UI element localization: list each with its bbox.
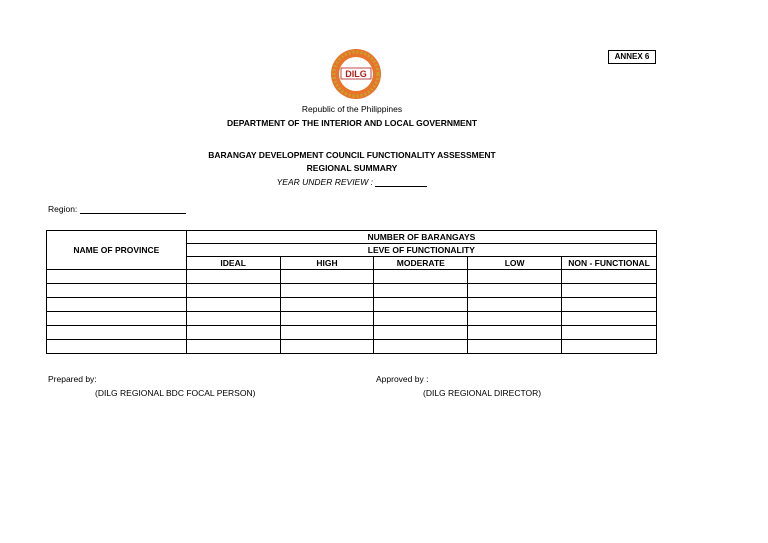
- table-cell: [374, 270, 468, 284]
- region-field-line: [80, 213, 186, 214]
- table-cell: [374, 284, 468, 298]
- logo-text: DILG: [345, 69, 367, 79]
- table-cell: [47, 298, 187, 312]
- table-cell: [562, 340, 657, 354]
- republic-text: Republic of the Philippines: [301, 104, 403, 114]
- table-cell: [280, 326, 374, 340]
- department-title: DEPARTMENT OF THE INTERIOR AND LOCAL GOVERNMENT: [226, 118, 478, 128]
- col-low: LOW: [468, 257, 562, 270]
- form-title: BARANGAY DEVELOPMENT COUNCIL FUNCTIONALITY ASSESSMENT: [208, 150, 496, 160]
- table-cell: [47, 340, 187, 354]
- table-row: [47, 298, 657, 312]
- year-field-line: [375, 186, 427, 187]
- table-cell: [468, 312, 562, 326]
- table-cell: [47, 284, 187, 298]
- table-cell: [47, 326, 187, 340]
- table-cell: [468, 326, 562, 340]
- table-cell: [280, 312, 374, 326]
- table-cell: [280, 270, 374, 284]
- table-cell: [374, 340, 468, 354]
- table-cell: [374, 312, 468, 326]
- table-cell: [562, 284, 657, 298]
- form-subtitle: REGIONAL SUMMARY: [306, 163, 398, 173]
- year-under-review: [0, 177, 704, 187]
- table-cell: [468, 270, 562, 284]
- table-cell: [280, 298, 374, 312]
- table-cell: [186, 340, 280, 354]
- province-header: NAME OF PROVINCE: [47, 231, 187, 270]
- prepared-by-name: (DILG REGIONAL BDC FOCAL PERSON): [95, 388, 256, 398]
- table-cell: [562, 298, 657, 312]
- table-cell: [468, 298, 562, 312]
- table-cell: [186, 270, 280, 284]
- table-row: [47, 284, 657, 298]
- table-cell: [468, 284, 562, 298]
- table-cell: [186, 298, 280, 312]
- table-cell: [562, 326, 657, 340]
- table-cell: [186, 312, 280, 326]
- region-field: [48, 204, 186, 214]
- approved-by-name: (DILG REGIONAL DIRECTOR): [423, 388, 542, 398]
- year-label: YEAR UNDER REVIEW :: [276, 177, 373, 187]
- table-row: [47, 326, 657, 340]
- table-row: [47, 340, 657, 354]
- functionality-header: LEVE OF FUNCTIONALITY: [186, 244, 656, 257]
- col-high: HIGH: [280, 257, 374, 270]
- approved-by-label: Approved by :: [376, 374, 429, 384]
- col-ideal: IDEAL: [186, 257, 280, 270]
- table-cell: [47, 312, 187, 326]
- table-cell: [280, 340, 374, 354]
- table-row: [47, 312, 657, 326]
- annex-label: ANNEX 6: [608, 50, 656, 64]
- dilg-logo: [328, 48, 384, 100]
- table-cell: [374, 326, 468, 340]
- col-moderate: MODERATE: [374, 257, 468, 270]
- table-row: [47, 270, 657, 284]
- region-label: Region:: [48, 204, 78, 214]
- table-cell: [186, 326, 280, 340]
- table-cell: [280, 284, 374, 298]
- prepared-by-label: Prepared by:: [48, 374, 97, 384]
- table-cell: [562, 270, 657, 284]
- table-cell: [374, 298, 468, 312]
- table-cell: [562, 312, 657, 326]
- table-cell: [468, 340, 562, 354]
- table-cell: [186, 284, 280, 298]
- summary-table: [46, 230, 657, 354]
- table-cell: [47, 270, 187, 284]
- col-non-functional: NON - FUNCTIONAL: [562, 257, 657, 270]
- barangays-header: NUMBER OF BARANGAYS: [186, 231, 656, 244]
